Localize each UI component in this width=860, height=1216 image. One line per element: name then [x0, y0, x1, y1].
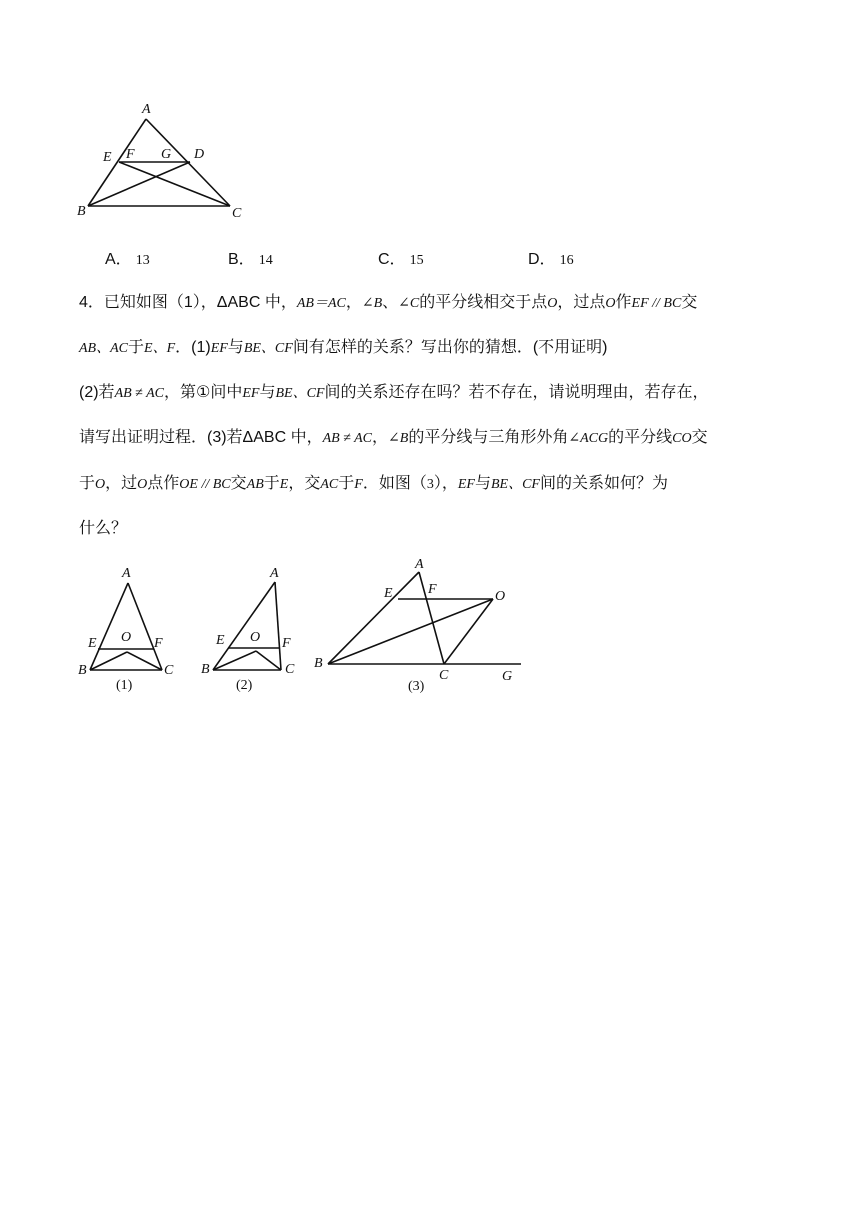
figure-top: [70, 100, 260, 230]
f1-caption: (1): [116, 678, 133, 693]
text: ，交: [288, 475, 321, 492]
math: AB＝AC: [296, 296, 346, 311]
text: 作: [615, 294, 632, 311]
option-d-value: 16: [559, 253, 574, 268]
text: 间的关系如何？为: [539, 475, 668, 492]
math: O: [95, 477, 106, 492]
f3-label-O: O: [495, 589, 506, 604]
label-C: C: [232, 206, 242, 221]
f1-label-C: C: [164, 663, 174, 678]
math: EF: [457, 477, 475, 492]
f1-label-B: B: [78, 663, 87, 678]
text: 4．已知如图（1），ΔABC 中，: [79, 294, 297, 311]
problem-line-3: [79, 381, 709, 406]
option-a-letter: A．: [105, 251, 132, 268]
f2-label-C: C: [285, 662, 295, 677]
f2-label-O: O: [250, 630, 261, 645]
label-B: B: [77, 204, 86, 219]
math: ∠B: [388, 431, 409, 446]
option-d-letter: D．: [528, 251, 556, 268]
text: 点作: [147, 475, 180, 492]
text: ，: [345, 294, 362, 311]
math: ∠C: [398, 296, 420, 311]
f2-label-A: A: [270, 566, 279, 581]
problem-line-4: [79, 426, 708, 451]
text: 什么？: [79, 520, 128, 537]
problem-line-1: [79, 291, 697, 316]
text: 交: [691, 429, 708, 446]
figure-1: [72, 562, 182, 702]
text: 与: [227, 339, 244, 356]
option-b-letter: B．: [228, 251, 255, 268]
text: 于: [79, 475, 96, 492]
figure-3: [308, 555, 533, 705]
option-a-value: 13: [135, 253, 150, 268]
text: 与: [474, 475, 491, 492]
f3-label-F: F: [428, 582, 437, 597]
f1-label-O: O: [121, 630, 132, 645]
text: ．如图（: [362, 475, 427, 492]
math: O: [137, 477, 148, 492]
text: ，第①问中: [164, 384, 243, 401]
text: ，: [372, 429, 389, 446]
math: BE、CF: [243, 341, 293, 356]
option-c-letter: C．: [378, 251, 406, 268]
f2-label-B: B: [201, 662, 210, 677]
math: O: [605, 296, 616, 311]
label-G: G: [161, 147, 172, 162]
text: 于: [338, 475, 355, 492]
figure-2: [198, 562, 308, 702]
option-c-value: 15: [409, 253, 424, 268]
math: BE、CF: [275, 386, 325, 401]
math: EF: [242, 386, 260, 401]
text: 间有怎样的关系？写出你的猜想．(不用证明): [292, 339, 608, 356]
text: ．(1): [175, 339, 211, 356]
f1-label-F: F: [154, 636, 163, 651]
f3-label-E: E: [384, 586, 393, 601]
text: (2)若: [79, 384, 115, 401]
math: 3: [426, 477, 434, 492]
f2-label-F: F: [282, 636, 291, 651]
math: E、F: [144, 341, 176, 356]
text: 的平分线与三角形外角: [408, 429, 569, 446]
label-D: D: [194, 147, 205, 162]
f1-label-A: A: [122, 566, 131, 581]
text: 、: [382, 294, 399, 311]
problem-line-5: [79, 472, 668, 497]
f3-label-A: A: [415, 557, 424, 572]
text: 于: [128, 339, 145, 356]
label-E: E: [103, 150, 112, 165]
problem-line-6: [79, 517, 127, 541]
label-F: F: [126, 147, 135, 162]
math: BE、CF: [490, 477, 540, 492]
math: AB ≠ AC: [322, 431, 373, 446]
f3-label-G: G: [502, 669, 513, 684]
f2-caption: (2): [236, 678, 253, 693]
math: AB: [246, 477, 264, 492]
math: AB ≠ AC: [114, 386, 164, 401]
text: 的平分线: [608, 429, 673, 446]
f1-label-E: E: [88, 636, 97, 651]
text: ，过点: [557, 294, 606, 311]
math: CO: [672, 431, 692, 446]
math: OE // BC: [179, 477, 231, 492]
option-c[interactable]: [378, 246, 424, 269]
text: 间的关系还存在吗？若不存在，请说明理由，若存在，: [324, 384, 709, 401]
text: 与: [259, 384, 276, 401]
math: EF // BC: [631, 296, 682, 311]
label-A: A: [142, 102, 151, 117]
text: 请写出证明过程．(3)若ΔABC 中，: [79, 429, 323, 446]
problem-line-2: [79, 336, 607, 361]
option-a[interactable]: [105, 246, 150, 269]
option-b-value: 14: [258, 253, 273, 268]
text: 交: [230, 475, 247, 492]
option-b[interactable]: [228, 246, 273, 269]
text: ，过: [105, 475, 138, 492]
math: AB、AC: [79, 341, 128, 356]
f3-caption: (3): [408, 679, 425, 694]
text: 于: [263, 475, 280, 492]
math: AC: [320, 477, 339, 492]
text: 的平分线相交于点: [419, 294, 548, 311]
f3-label-C: C: [439, 668, 449, 683]
math: EF: [210, 341, 228, 356]
text: ），: [433, 475, 458, 492]
math: E: [279, 477, 289, 492]
f2-label-E: E: [216, 633, 225, 648]
option-d[interactable]: [528, 246, 574, 269]
text: 交: [681, 294, 698, 311]
math: ∠B: [361, 296, 383, 311]
math: F: [354, 477, 363, 492]
math: ∠ACG: [568, 431, 609, 446]
f3-label-B: B: [314, 656, 323, 671]
math: O: [547, 296, 558, 311]
